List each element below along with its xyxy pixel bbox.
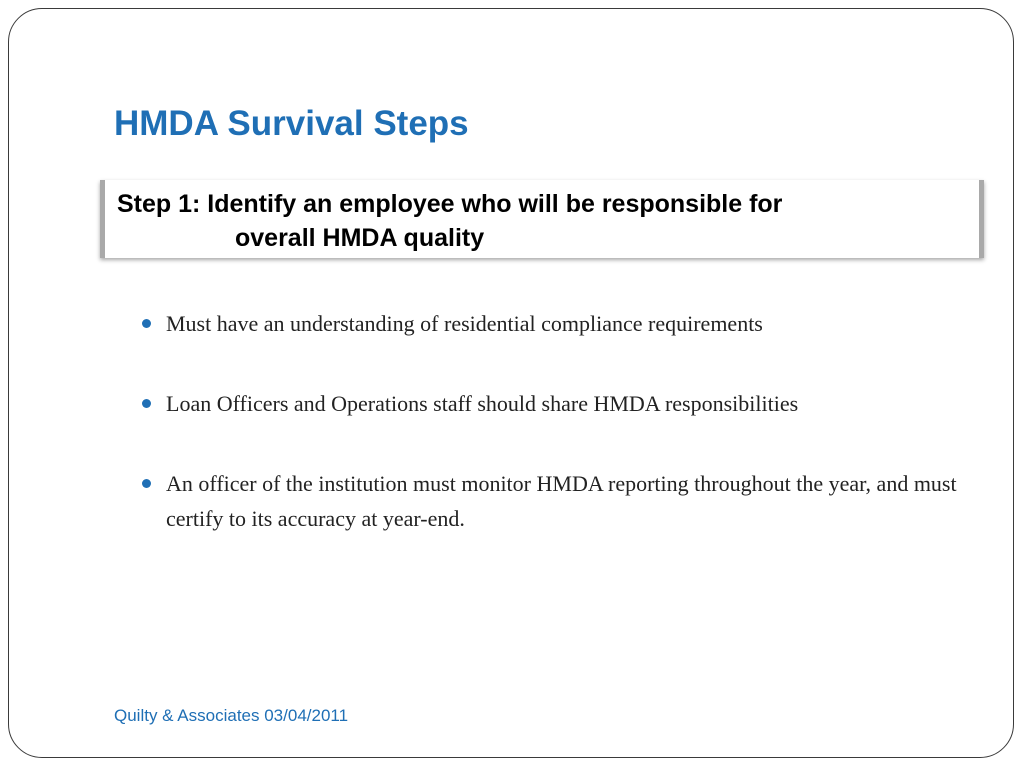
bullet-dot-icon (142, 319, 151, 328)
bullet-dot-icon (142, 479, 151, 488)
bullet-item (140, 466, 960, 536)
step-line-2: overall HMDA quality (235, 224, 485, 252)
bullet-item (140, 306, 960, 341)
bullet-dot-icon (142, 399, 151, 408)
step-callout-text (117, 187, 782, 255)
step-callout-box (100, 180, 984, 258)
bullet-text: Must have an understanding of residential compliance requirements (166, 311, 763, 336)
step-line-1: Step 1: Identify an employee who will be responsible for (117, 190, 783, 218)
bullet-text: Loan Officers and Operations staff should share HMDA responsibilities (166, 391, 799, 416)
bullet-list (140, 306, 960, 581)
slide-title: HMDA Survival Steps (114, 104, 469, 143)
bullet-text: An officer of the institution must monitor HMDA reporting throughout the year, and must certify to its accuracy at year-end. (166, 471, 957, 531)
bullet-item (140, 386, 960, 421)
footer-text: Quilty & Associates 03/04/2011 (114, 706, 349, 725)
